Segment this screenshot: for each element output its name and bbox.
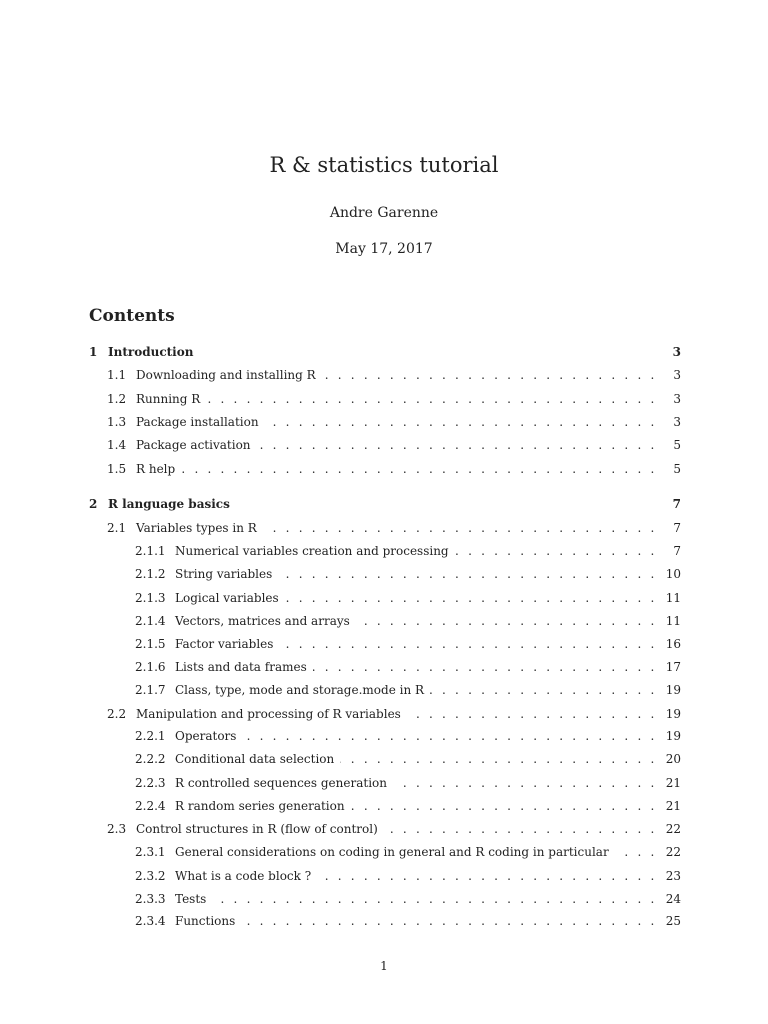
toc-entry-number: 1.5 <box>107 462 127 476</box>
toc-entry[interactable] <box>89 634 681 654</box>
toc-leader-dots <box>615 842 657 862</box>
toc-entry-page: 3 <box>673 415 681 429</box>
toc-entry-label: Control structures in R (flow of control) <box>136 822 378 836</box>
toc-entry[interactable] <box>89 494 681 514</box>
toc-entry-page: 11 <box>665 614 681 628</box>
toc-entry[interactable] <box>89 459 681 479</box>
toc-entry-number: 2.1.6 <box>135 660 166 674</box>
toc-leader-dots <box>241 911 657 931</box>
toc-entry[interactable] <box>89 749 681 769</box>
toc-leader-dots <box>257 435 657 455</box>
toc-entry[interactable] <box>89 657 681 677</box>
toc-entry-page: 11 <box>665 591 681 605</box>
toc-entry-page: 19 <box>665 683 681 697</box>
toc-entry-number: 1.1 <box>107 368 127 382</box>
toc-entry[interactable] <box>89 819 681 839</box>
toc-entry-page: 3 <box>672 345 681 359</box>
toc-leader-dots <box>242 726 657 746</box>
toc-leader-dots <box>313 657 657 677</box>
toc-entry-number: 2.2.1 <box>135 729 166 743</box>
toc-entry-number: 2.1.2 <box>135 567 166 581</box>
toc-entry-page: 3 <box>673 368 681 382</box>
toc-entry-label: Numerical variables creation and processing <box>175 544 449 558</box>
toc-entry-number: 2 <box>89 497 98 511</box>
toc-entry-number: 2.2.2 <box>135 752 166 766</box>
toc-entry-page: 20 <box>665 752 681 766</box>
toc-entry-page: 5 <box>673 438 681 452</box>
document-author: Andre Garenne <box>329 205 439 221</box>
toc-entry-page: 21 <box>665 776 681 790</box>
toc-entry-number: 2.1 <box>107 521 127 535</box>
toc-entry-page: 7 <box>673 544 681 558</box>
toc-entry-label: Package installation <box>136 415 259 429</box>
toc-entry-label: General considerations on coding in general and R coding in particular <box>175 845 609 859</box>
toc-entry[interactable] <box>89 365 681 385</box>
toc-entry-label: Introduction <box>108 345 194 359</box>
toc-entry-page: 17 <box>665 660 681 674</box>
toc-leader-dots <box>285 588 657 608</box>
toc-entry-number: 2.2 <box>107 707 127 721</box>
toc-entry[interactable] <box>89 541 681 561</box>
toc-leader-dots <box>322 365 657 385</box>
toc-entry-label: Tests <box>175 892 207 906</box>
toc-entry[interactable] <box>89 342 681 362</box>
toc-entry-label: Lists and data frames <box>175 660 307 674</box>
toc-entry-page: 22 <box>665 845 681 859</box>
toc-leader-dots <box>407 704 657 724</box>
toc-entry-label: Package activation <box>136 438 251 452</box>
toc-leader-dots <box>206 389 657 409</box>
toc-entry[interactable] <box>89 842 681 862</box>
toc-entry-page: 23 <box>665 869 681 883</box>
document-title: R & statistics tutorial <box>269 153 499 177</box>
toc-entry[interactable] <box>89 796 681 816</box>
toc-entry-label: Conditional data selection <box>175 752 335 766</box>
toc-leader-dots <box>340 749 657 769</box>
toc-entry-label: Logical variables <box>175 591 279 605</box>
contents-heading: Contents <box>89 306 175 326</box>
toc-leader-dots <box>455 541 657 561</box>
toc-entry-number: 2.2.4 <box>135 799 166 813</box>
toc-entry-number: 2.3.4 <box>135 914 166 928</box>
toc-entry-label: Variables types in R <box>136 521 257 535</box>
toc-entry[interactable] <box>89 389 681 409</box>
toc-entry-number: 1.4 <box>107 438 127 452</box>
toc-entry-page: 19 <box>665 729 681 743</box>
toc-leader-dots <box>236 494 657 514</box>
toc-leader-dots <box>351 796 657 816</box>
toc-entry-label: Manipulation and processing of R variables <box>136 707 401 721</box>
toc-leader-dots <box>430 680 657 700</box>
toc-entry[interactable] <box>89 911 681 931</box>
toc-leader-dots <box>384 819 657 839</box>
toc-entry-number: 2.2.3 <box>135 776 166 790</box>
toc-leader-dots <box>317 866 657 886</box>
toc-entry[interactable] <box>89 518 681 538</box>
toc-leader-dots <box>279 634 657 654</box>
toc-leader-dots <box>199 342 657 362</box>
toc-entry[interactable] <box>89 726 681 746</box>
toc-entry[interactable] <box>89 704 681 724</box>
toc-entry-number: 1 <box>89 345 98 359</box>
toc-entry[interactable] <box>89 773 681 793</box>
toc-leader-dots <box>265 412 657 432</box>
toc-entry-number: 1.3 <box>107 415 127 429</box>
toc-entry-page: 16 <box>665 637 681 651</box>
toc-leader-dots <box>212 889 657 909</box>
toc-entry[interactable] <box>89 435 681 455</box>
toc-entry-label: R language basics <box>108 497 230 511</box>
toc-entry[interactable] <box>89 564 681 584</box>
toc-entry-number: 2.3.2 <box>135 869 166 883</box>
toc-entry[interactable] <box>89 680 681 700</box>
toc-entry-number: 2.1.4 <box>135 614 166 628</box>
toc-entry-label: Factor variables <box>175 637 274 651</box>
toc-entry-label: Running R <box>136 392 201 406</box>
toc-entry-label: Downloading and installing R <box>136 368 316 382</box>
toc-entry-number: 2.1.7 <box>135 683 166 697</box>
toc-entry-label: Class, type, mode and storage.mode in R <box>175 683 425 697</box>
toc-entry-number: 2.3 <box>107 822 127 836</box>
toc-entry-page: 7 <box>672 497 681 511</box>
toc-entry-label: What is a code block ? <box>175 869 312 883</box>
toc-entry-number: 2.1.5 <box>135 637 166 651</box>
toc-leader-dots <box>181 459 657 479</box>
toc-entry-label: R controlled sequences generation <box>175 776 387 790</box>
toc-entry-number: 2.3.1 <box>135 845 166 859</box>
toc-entry-label: String variables <box>175 567 273 581</box>
toc-entry-page: 10 <box>665 567 681 581</box>
toc-entry-page: 21 <box>665 799 681 813</box>
toc-leader-dots <box>278 564 657 584</box>
document-date: May 17, 2017 <box>335 241 433 257</box>
toc-entry-label: Operators <box>175 729 237 743</box>
toc-entry[interactable] <box>89 866 681 886</box>
toc-entry-page: 7 <box>673 521 681 535</box>
toc-entry[interactable] <box>89 889 681 909</box>
toc-entry-number: 2.3.3 <box>135 892 166 906</box>
toc-entry-label: Vectors, matrices and arrays <box>175 614 350 628</box>
toc-entry-page: 5 <box>673 462 681 476</box>
toc-entry-label: Functions <box>175 914 236 928</box>
toc-entry-page: 24 <box>665 892 681 906</box>
toc-entry[interactable] <box>89 412 681 432</box>
toc-entry[interactable] <box>89 611 681 631</box>
toc-entry-label: R random series generation <box>175 799 345 813</box>
toc-entry[interactable] <box>89 588 681 608</box>
toc-entry-number: 1.2 <box>107 392 127 406</box>
toc-leader-dots <box>393 773 657 793</box>
toc-entry-page: 19 <box>665 707 681 721</box>
toc-entry-page: 25 <box>665 914 681 928</box>
toc-leader-dots <box>263 518 657 538</box>
toc-entry-page: 3 <box>673 392 681 406</box>
page-number: 1 <box>380 959 388 973</box>
toc-entry-label: R help <box>136 462 176 476</box>
toc-leader-dots <box>356 611 657 631</box>
toc-entry-number: 2.1.1 <box>135 544 166 558</box>
toc-entry-page: 22 <box>665 822 681 836</box>
toc-entry-number: 2.1.3 <box>135 591 166 605</box>
